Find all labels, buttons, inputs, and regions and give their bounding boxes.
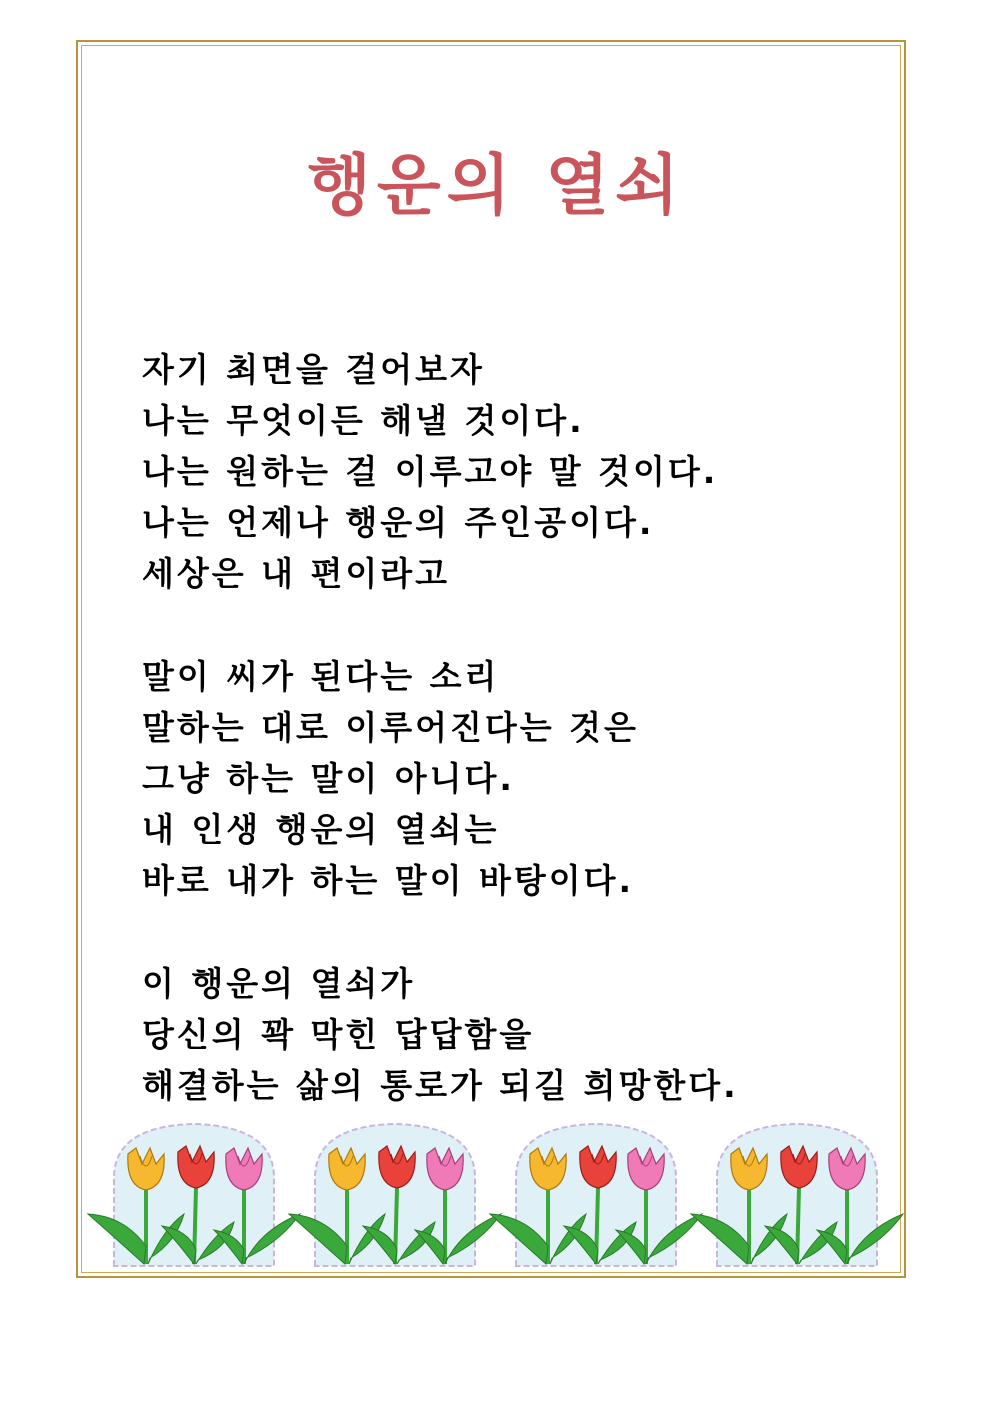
poem-line: 나는 언제나 행운의 주인공이다. xyxy=(142,503,655,542)
stanza-2 xyxy=(142,651,862,906)
tulip-border xyxy=(84,1118,900,1270)
poem-line: 그냥 하는 말이 아니다. xyxy=(142,759,515,798)
tulip-border-icon xyxy=(486,1118,706,1270)
stanza-3 xyxy=(142,958,862,1111)
poem-line: 자기 최면을 걸어보자 xyxy=(142,350,485,389)
poem-line: 당신의 꽉 막힌 답답함을 xyxy=(142,1015,535,1054)
poem-line: 말하는 대로 이루어진다는 것은 xyxy=(142,708,639,747)
tulip-border-icon xyxy=(285,1118,505,1270)
poem-line: 내 인생 행운의 열쇠는 xyxy=(142,810,500,849)
poem-line: 나는 무엇이든 해낼 것이다. xyxy=(142,401,585,440)
stanza-1 xyxy=(142,344,862,599)
poem-line: 세상은 내 편이라고 xyxy=(142,554,451,593)
poem-line: 나는 원하는 걸 이루고야 말 것이다. xyxy=(142,452,719,491)
poem-line: 말이 씨가 된다는 소리 xyxy=(142,657,500,696)
poem-body xyxy=(142,344,862,1163)
poem-line: 이 행운의 열쇠가 xyxy=(142,964,416,1003)
page-title: 행운의 열쇠 xyxy=(307,147,685,224)
tulip-border-icon xyxy=(84,1118,304,1270)
poem-line: 바로 내가 하는 말이 바탕이다. xyxy=(142,861,635,900)
tulip-border-icon xyxy=(687,1118,907,1270)
poem-line: 해결하는 삶의 통로가 되길 희망한다. xyxy=(142,1066,739,1105)
